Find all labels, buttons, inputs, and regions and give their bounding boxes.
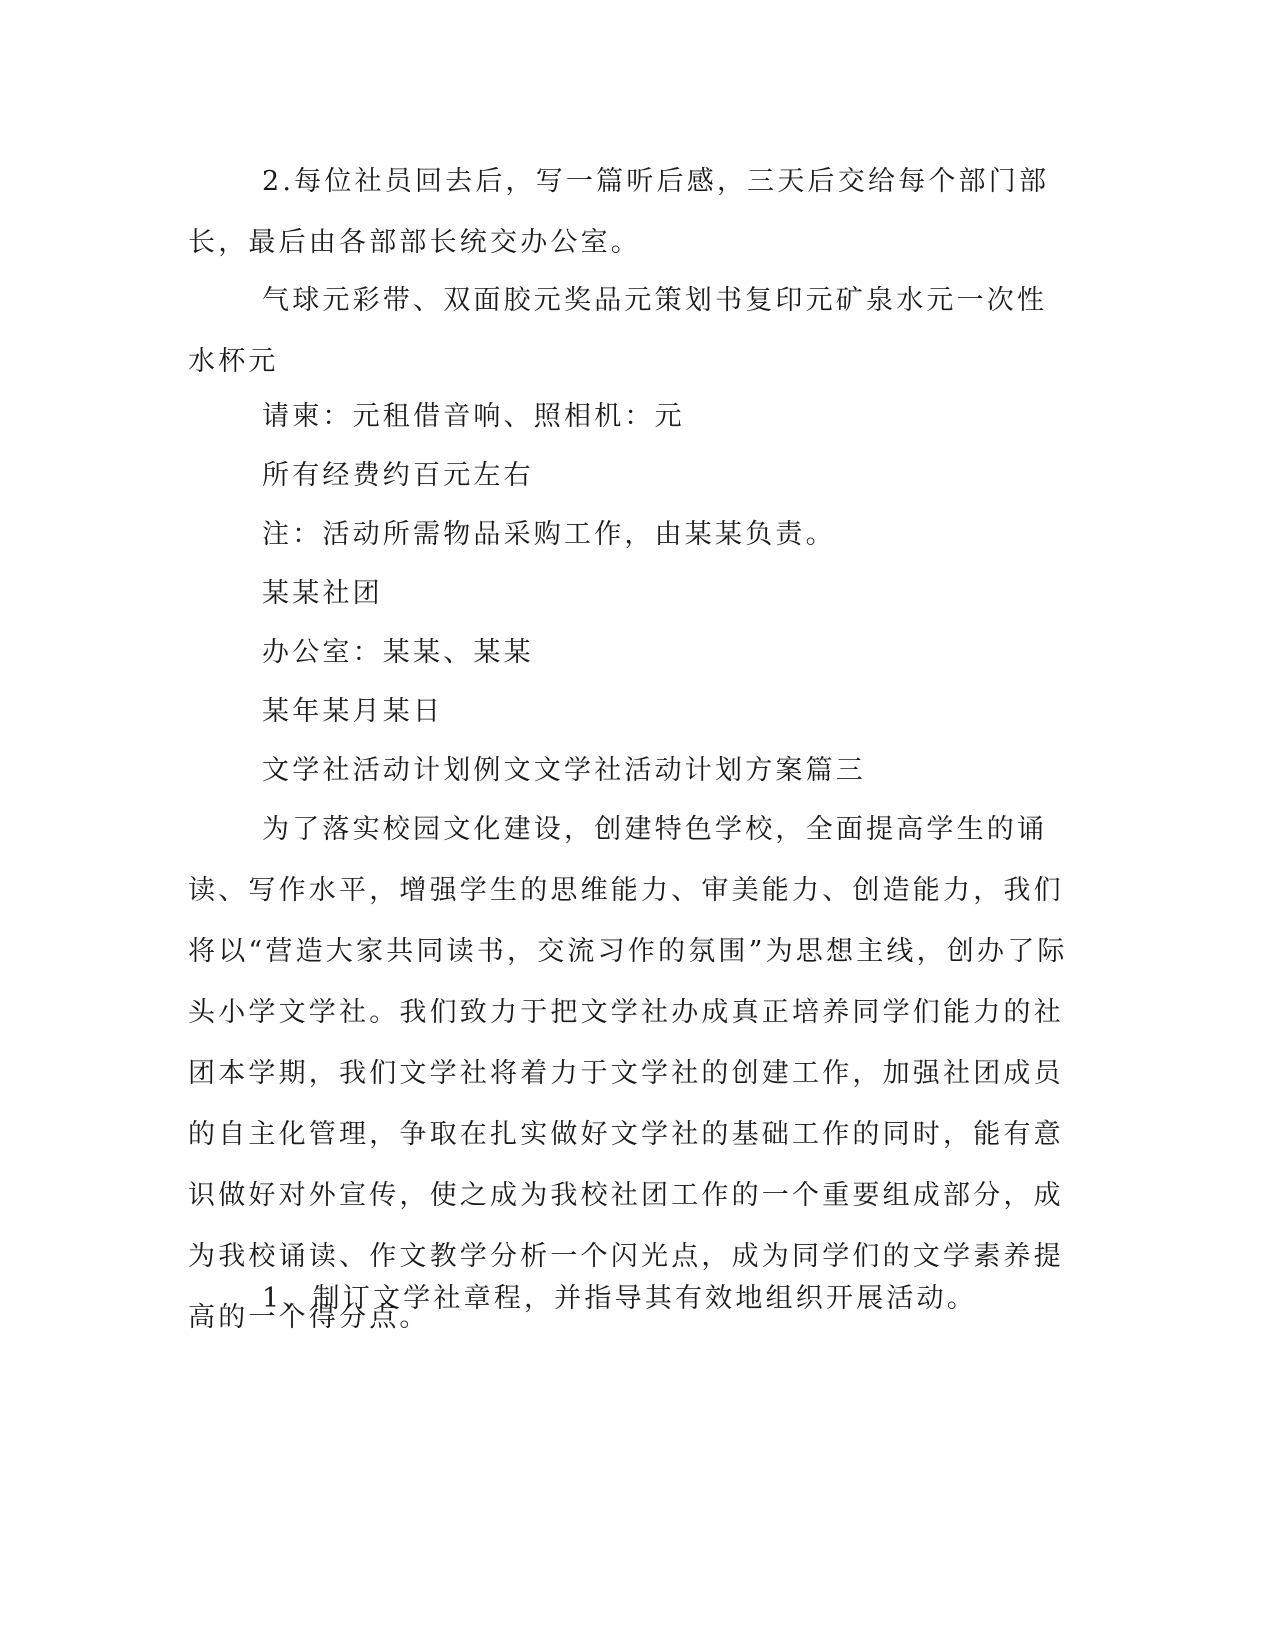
paragraph-total-budget: 所有经费约百元左右 <box>262 460 534 491</box>
signature-club-name: 某某社团 <box>262 578 383 609</box>
signature-date: 某年某月某日 <box>262 696 444 727</box>
paragraph-report-instructions: 2.每位社员回去后，写一篇听后感，三天后交给每个部门部长，最后由各部部长统交办公室。 <box>188 166 1050 258</box>
signature-office: 办公室：某某、某某 <box>262 637 534 668</box>
section-heading: 文学社活动计划例文文学社活动计划方案篇三 <box>262 755 866 786</box>
paragraph-club-purpose: 为了落实校园文化建设，创建特色学校，全面提高学生的诵读、写作水平，增强学生的思维能力、审美能力、创造能力，我们将以“营造大家共同读书，交流习作的氛围”为思想主线，创办了际头小学文学社。我们致力于把文学社办成真正培养同学们能力的社团本学期，我们文学社将着力于文学社的创建工作，加强社团成员的自主化管理，争取在扎实做好文学社的基础工作的同时，能有意识做好对外宣传，使之成为我校社团工作的一个重要组成部分，成为我校诵读、作文教学分析一个闪光点，成为同学们的文学素养提高的一个得分点。 <box>188 814 1068 1333</box>
paragraph-procurement-note: 注：活动所需物品采购工作，由某某负责。 <box>262 519 836 550</box>
paragraph-supplies-cost: 气球元彩带、双面胶元奖品元策划书复印元矿泉水元一次性水杯元 <box>188 285 1048 377</box>
list-item-1: 1、制订文学社章程，并指导其有效地组织开展活动。 <box>262 1283 977 1314</box>
paragraph-rental-cost: 请柬：元租借音响、照相机：元 <box>262 401 685 432</box>
